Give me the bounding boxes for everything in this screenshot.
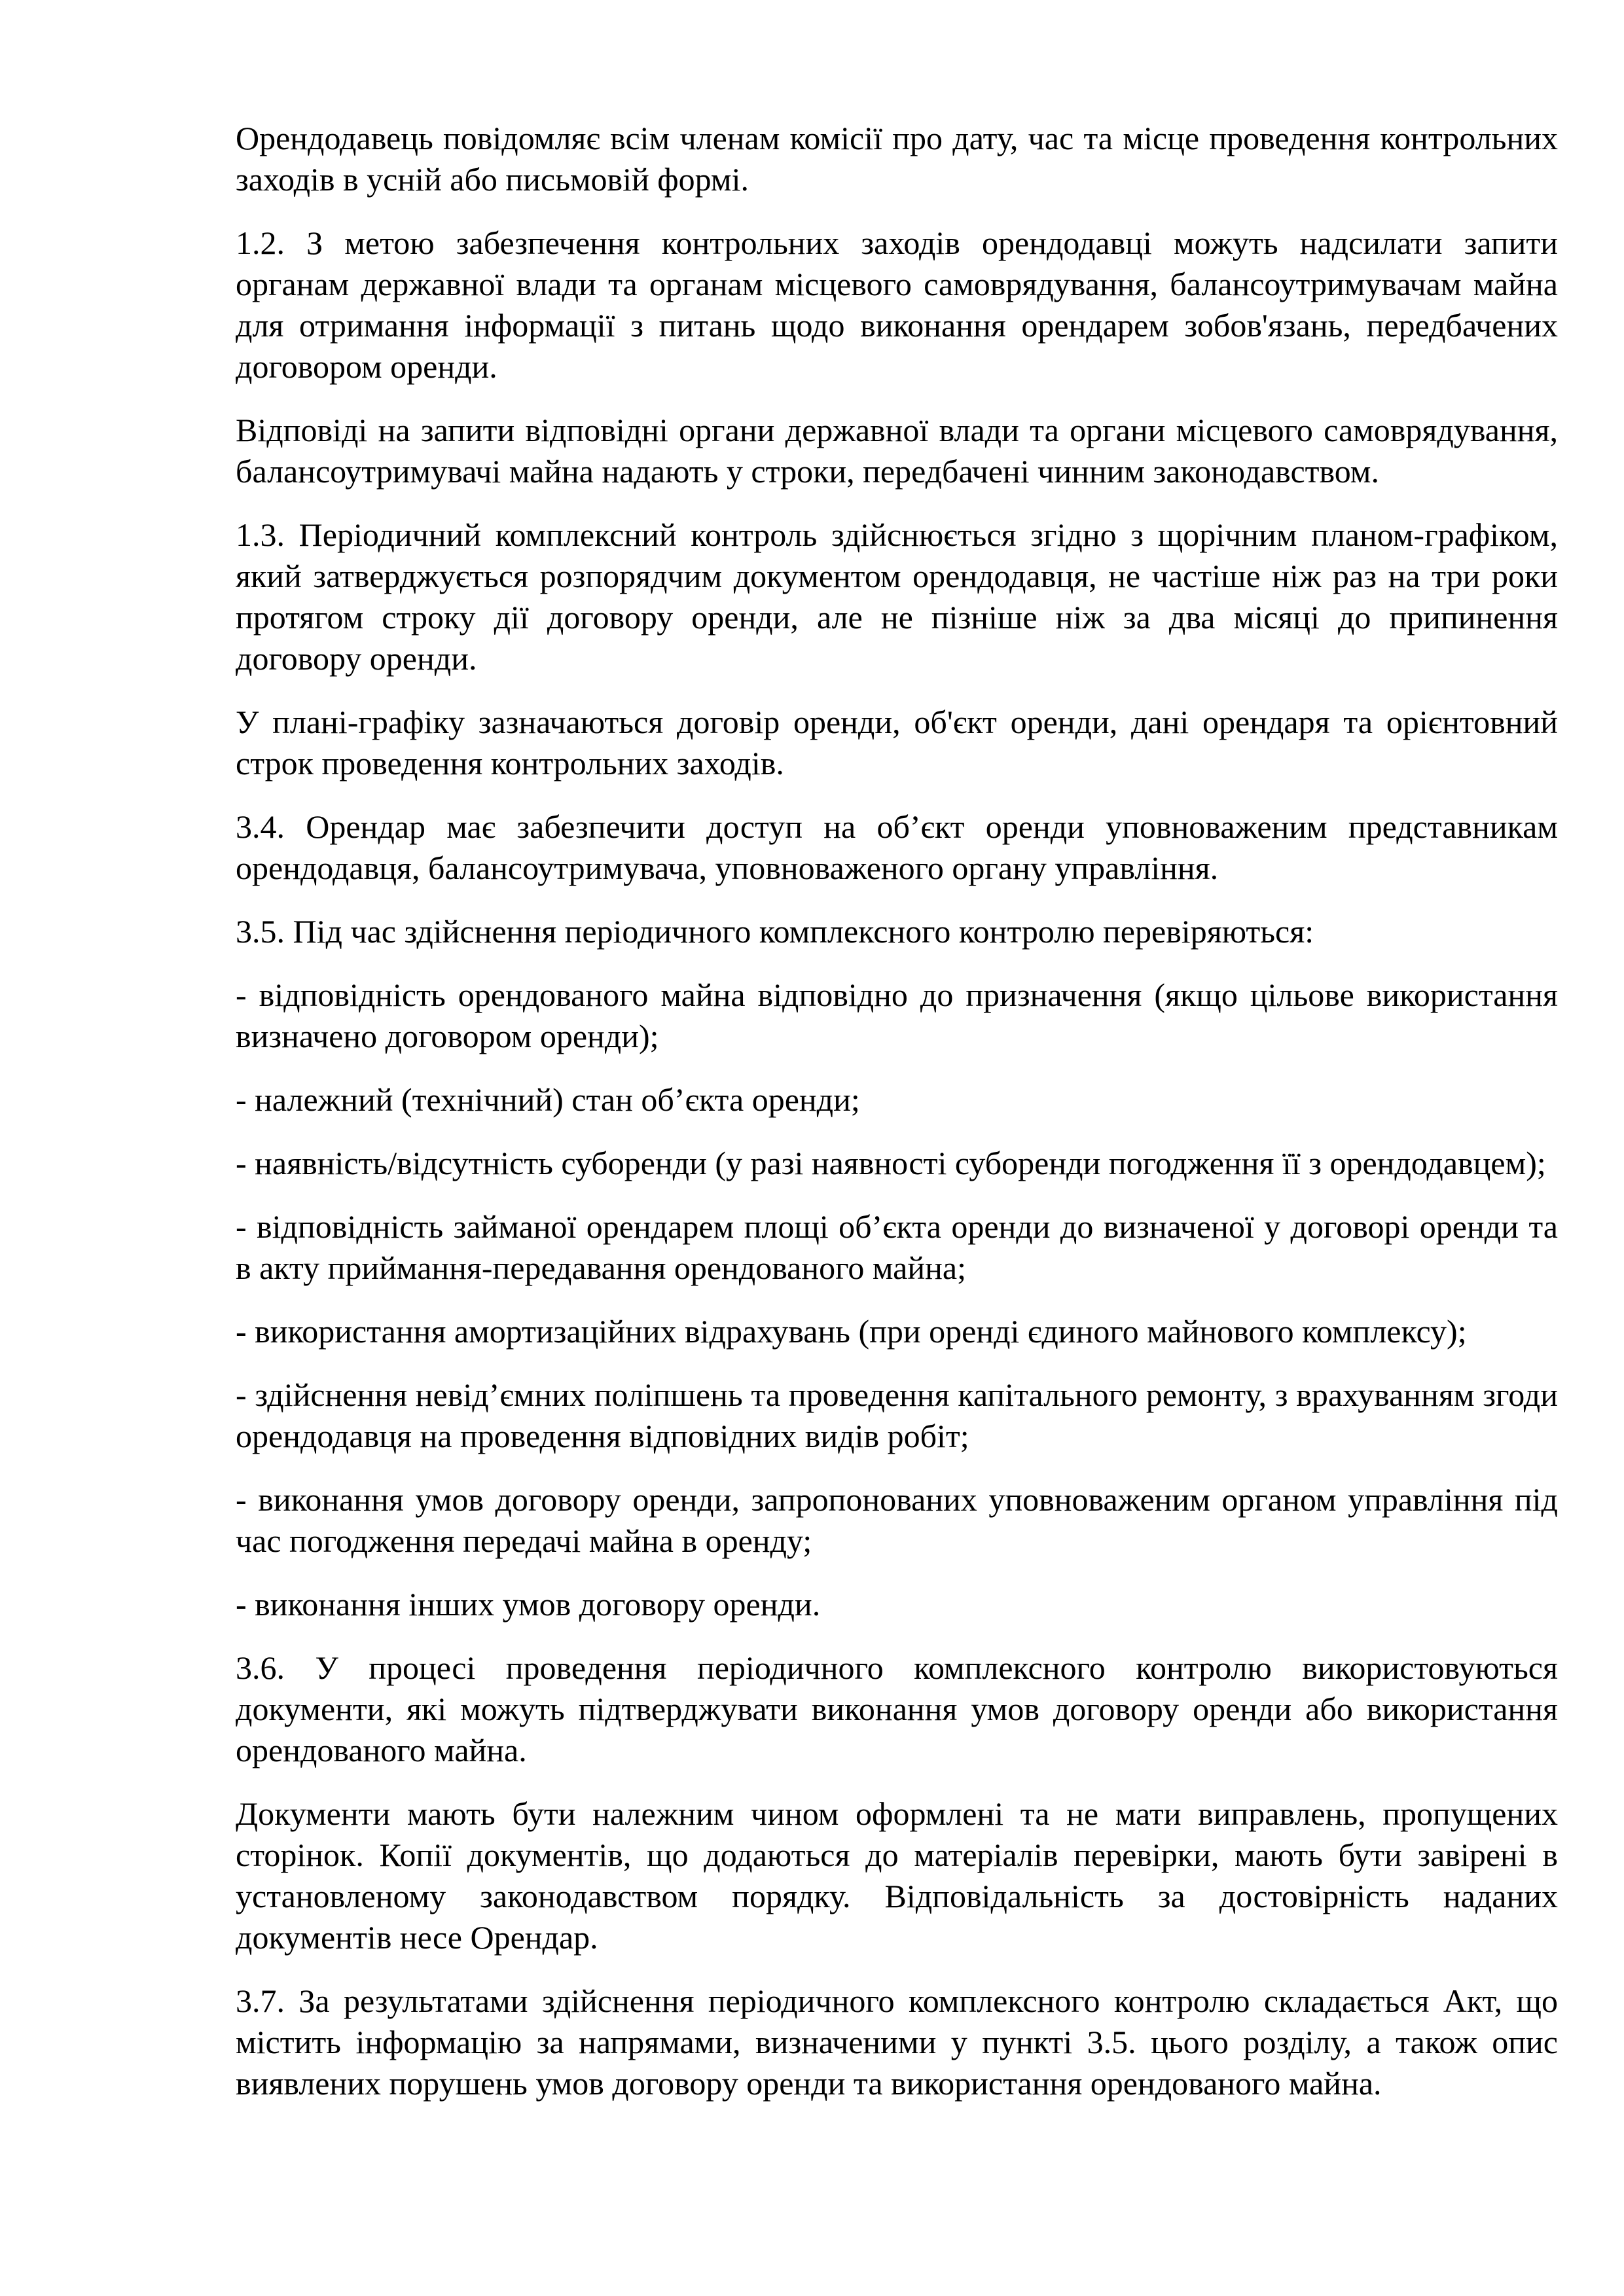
- list-item: - здійснення невід’ємних поліпшень та проведення капітального ремонту, з врахуванням згоди орендодавця на проведення відповідних видів робіт;: [236, 1376, 1558, 1454]
- paragraph: 3.5. Під час здійснення періодичного комплексного контролю перевіряються:: [236, 913, 1314, 950]
- paragraph: 3.4. Орендар має забезпечити доступ на об’єкт оренди уповноваженим представникам орендодавця, балансоутримувача, уповноваженого органу управління.: [236, 808, 1558, 886]
- list-item: - виконання умов договору оренди, запропонованих уповноваженим органом управління під час погодження передачі майна в оренду;: [236, 1481, 1558, 1559]
- paragraph: 3.6. У процесі проведення періодичного комплексного контролю використовуються документи, які можуть підтверджувати виконання умов договору оренди або використання орендованого майна.: [236, 1649, 1558, 1768]
- paragraph: 1.3. Періодичний комплексний контроль здійснюється згідно з щорічним планом-графіком, який затверджується розпорядчим документом орендодавця, не частіше ніж раз на три роки протягом строку дії договору оренди, але не пізніше ніж за два місяці до припинення договору оренди.: [236, 516, 1558, 677]
- paragraph: Документи мають бути належним чином оформлені та не мати виправлень, пропущених сторінок. Копії документів, що додаються до матеріалів перевірки, мають бути завірені в установленому законодавством порядку. Відповідальність за достовірність наданих документів несе Орендар.: [236, 1795, 1558, 1956]
- paragraph: Орендодавець повідомляє всім членам комісії про дату, час та місце проведення контрольних заходів в усній або письмовій формі.: [236, 120, 1558, 198]
- list-item: - відповідність займаної орендарем площі об’єкта оренди до визначеної у договорі оренди та в акту приймання-передавання орендованого майна;: [236, 1208, 1558, 1286]
- list-item: - виконання інших умов договору оренди.: [236, 1586, 821, 1623]
- paragraph: 3.7. За результатами здійснення періодичного комплексного контролю складається Акт, що містить інформацію за напрямами, визначеними у пункті 3.5. цього розділу, а також опис виявлених порушень умов договору оренди та використання орендованого майна.: [236, 1982, 1558, 2102]
- list-item: - належний (технічний) стан об’єкта оренди;: [236, 1081, 860, 1118]
- paragraph: У плані-графіку зазначаються договір оренди, об'єкт оренди, дані орендаря та орієнтовний строк проведення контрольних заходів.: [236, 704, 1558, 781]
- list-item: - відповідність орендованого майна відповідно до призначення (якщо цільове використання визначено договором оренди);: [236, 977, 1558, 1054]
- list-item: - наявність/відсутність суборенди (у разі наявності суборенди погодження її з орендодавцем);: [236, 1145, 1546, 1181]
- paragraph: Відповіді на запити відповідні органи державної влади та органи місцевого самоврядування, балансоутримувачі майна надають у строки, передбачені чинним законодавством.: [236, 412, 1558, 490]
- document-page: [236, 118, 1558, 2126]
- list-item: - використання амортизаційних відрахувань (при оренді єдиного майнового комплексу);: [236, 1313, 1467, 1350]
- paragraph: 1.2. З метою забезпечення контрольних заходів орендодавці можуть надсилати запити органам державної влади та органам місцевого самоврядування, балансоутримувачам майна для отримання інформації з питань щодо виконання орендарем зобов'язань, передбачених договором оренди.: [236, 224, 1558, 385]
